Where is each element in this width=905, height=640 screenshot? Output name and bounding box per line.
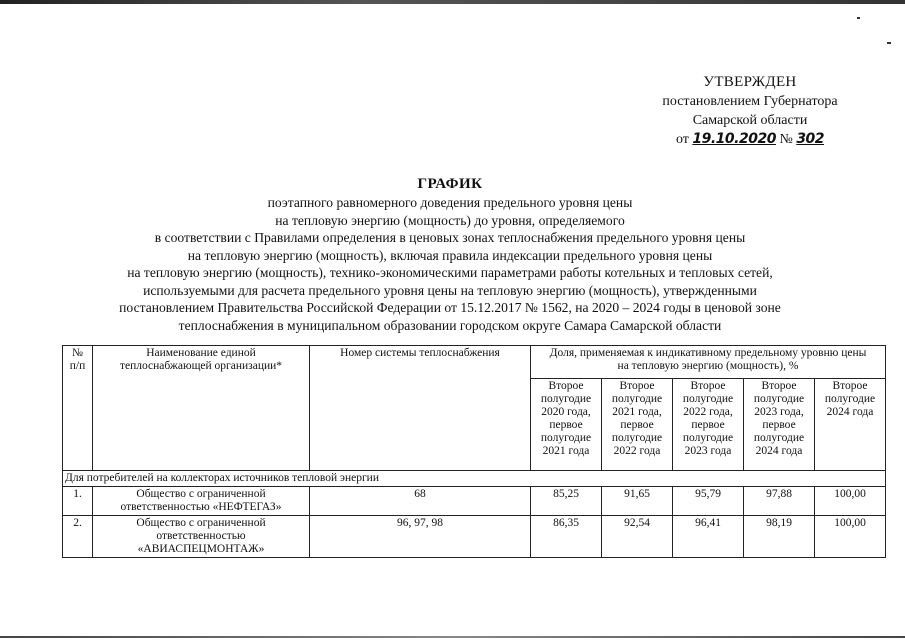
row-value: 100,00	[815, 516, 886, 558]
row-value: 86,35	[531, 516, 602, 558]
approval-line: постановлением Губернатора	[662, 94, 838, 109]
subtitle-line: используемыми для расчета предельного уровня цены на тепловую энергию (мощность), утвержденными	[143, 282, 757, 298]
scan-speck	[857, 17, 860, 19]
approval-heading: УТВЕРЖДЕН	[703, 74, 797, 90]
subtitle-line: в соответствии с Правилами определения в ценовых зонах теплоснабжения предельного уровня цены	[154, 230, 746, 245]
subtitle-line: поэтапного равномерного доведения предельного уровня цены	[267, 195, 633, 210]
header-org: Наименование единой теплоснабжающей организации*	[93, 346, 310, 471]
subtitle-line: на тепловую энергию (мощность), технико-экономическими параметрами работы котельных и тепловых сетей,	[127, 265, 773, 280]
approval-block	[600, 73, 900, 149]
approval-date: 19.10.2020	[692, 131, 776, 147]
document-subtitle	[20, 194, 880, 334]
approval-num-label: №	[779, 132, 793, 147]
row-value: 96,41	[673, 516, 744, 558]
row-num: 1.	[63, 487, 93, 516]
approval-number: 302	[796, 131, 825, 147]
table-section-row	[63, 471, 886, 487]
table-row	[63, 487, 886, 516]
subtitle-line: на тепловую энергию (мощность), включая правила индексации предельного уровня цены	[187, 247, 713, 263]
header-system: Номер системы теплоснабжения	[310, 346, 531, 471]
header-period: Второе полугодие 2022 года, первое полугодие 2023 года	[673, 379, 744, 471]
approval-prefix: от	[675, 132, 689, 147]
scan-speck	[887, 42, 891, 44]
row-org: Общество с ограниченной ответственностью «НЕФТЕГАЗ»	[93, 487, 310, 516]
schedule-table	[62, 345, 886, 558]
scan-bottom-border	[0, 636, 905, 638]
subtitle-line: постановлением Правительства Российской Федерации от 15.12.2017 № 1562, на 2020 – 2024 годы в ценовой зоне	[119, 300, 781, 315]
table-header-row	[63, 346, 886, 379]
document-title: ГРАФИК	[417, 176, 483, 192]
header-share: Доля, применяемая к индикативному предельному уровню цены на тепловую энергию (мощность), %	[531, 346, 886, 379]
row-value: 100,00	[815, 487, 886, 516]
subtitle-line: теплоснабжения в муниципальном образовании городском округе Самара Самарской области	[178, 317, 722, 333]
approval-date-line	[600, 130, 900, 149]
row-value: 85,25	[531, 487, 602, 516]
row-org: Общество с ограниченной ответственностью «АВИАСПЕЦМОНТАЖ»	[93, 516, 310, 558]
row-value: 95,79	[673, 487, 744, 516]
header-period: Второе полугодие 2020 года, первое полугодие 2021 года	[531, 379, 602, 471]
row-value: 92,54	[602, 516, 673, 558]
row-system: 96, 97, 98	[310, 516, 531, 558]
row-value: 98,19	[744, 516, 815, 558]
header-num: № п/п	[63, 346, 93, 471]
row-value: 97,88	[744, 487, 815, 516]
header-period: Второе полугодие 2021 года, первое полугодие 2022 года	[602, 379, 673, 471]
row-num: 2.	[63, 516, 93, 558]
subtitle-line: на тепловую энергию (мощность) до уровня, определяемого	[275, 212, 625, 228]
header-period: Второе полугодие 2023 года, первое полугодие 2024 года	[744, 379, 815, 471]
section-label: Для потребителей на коллекторах источников тепловой энергии	[63, 471, 886, 487]
approval-line: Самарской области	[692, 113, 808, 128]
table-row	[63, 516, 886, 558]
header-period: Второе полугодие 2024 года	[815, 379, 886, 471]
scan-top-border	[0, 0, 905, 4]
row-value: 91,65	[602, 487, 673, 516]
row-system: 68	[310, 487, 531, 516]
